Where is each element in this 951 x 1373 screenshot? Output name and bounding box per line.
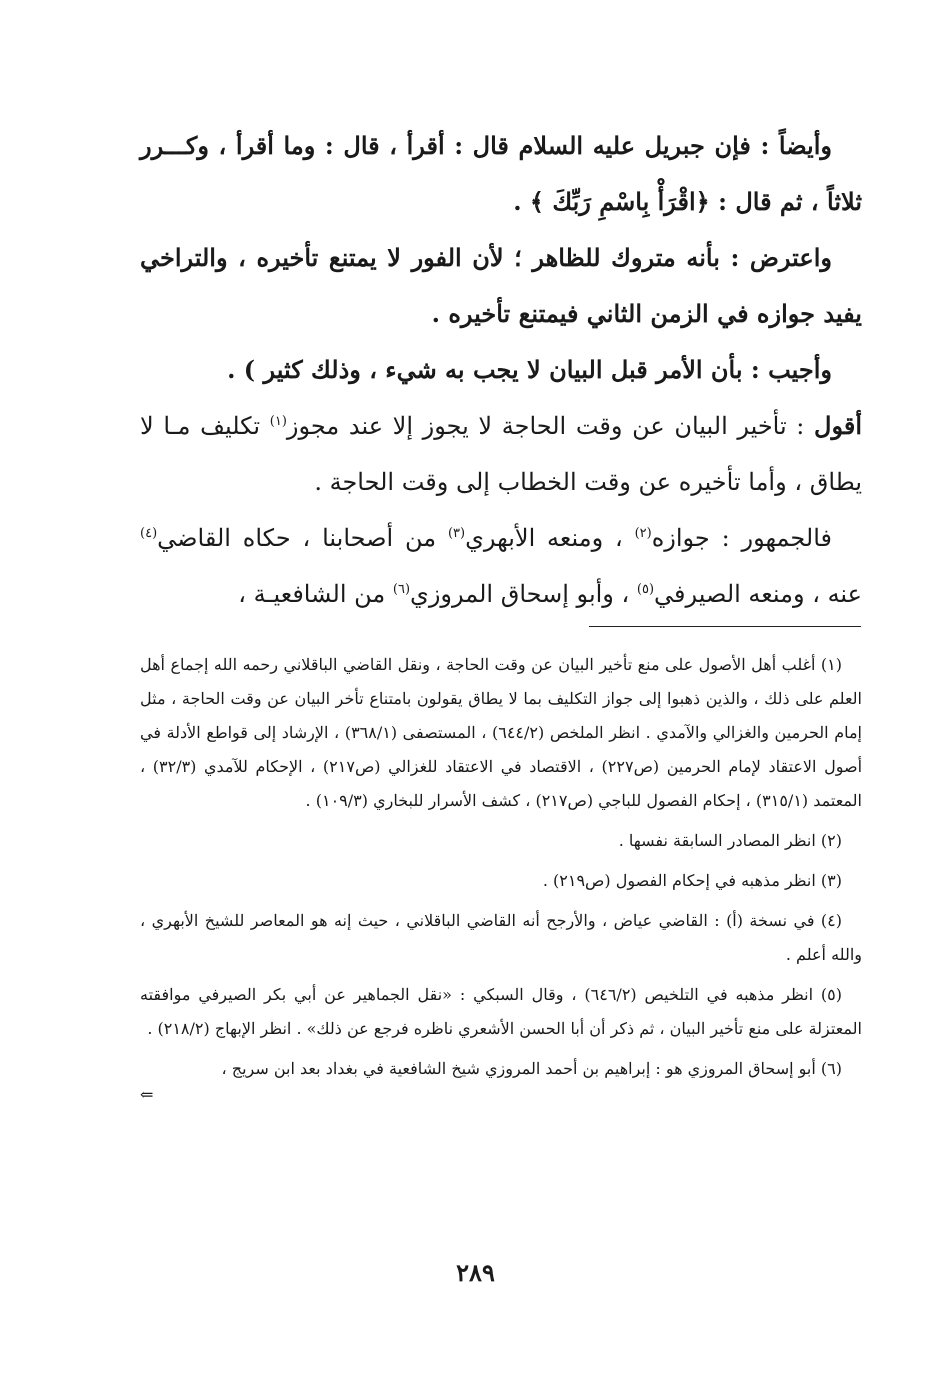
footnote-4: (٤) في نسخة (أ) : القاضي عياض ، والأرجح أنه القاضي الباقلاني ، حيث إنه هو المعاصر للشيخ الأبهري ، والله أعلم .	[140, 911, 862, 964]
paragraph-2: واعترض : بأنه متروك للظاهر ؛ لأن الفور لا يمتنع تأخيره ، والتراخي يفيد جوازه في الزمن الثاني فيمتنع تأخيره .	[140, 243, 862, 328]
footnote-separator	[589, 626, 861, 627]
footnote-ref-6: (٦)	[392, 582, 411, 597]
paragraph-4-lead: أقول	[814, 411, 862, 440]
footnote-ref-3: (٣)	[447, 526, 466, 541]
paragraph-3: وأجيب : بأن الأمر قبل البيان لا يجب به شيء ، وذلك كثير ) .	[227, 355, 832, 384]
paragraph-5-text-b: ، ومنعه الأبهري	[465, 524, 635, 552]
paragraph-5-text-c: من أصحابنا ، حكاه القاضي	[157, 524, 448, 552]
footnote-3: (٣) انظر مذهبه في إحكام الفصول (ص٢١٩) .	[542, 871, 842, 890]
paragraph-5-text-a: فالجمهور : جوازه	[651, 524, 832, 552]
paragraph-1: وأيضاً : فإن جبريل عليه السلام قال : أقرأ ، قال : وما أقرأ ، وكـــرر ثلاثاً ، ثم قال : ﴿اقْرَأْ بِاسْمِ رَبِّكَ ﴾ .	[140, 131, 862, 216]
footnote-ref-5: (٥)	[636, 582, 655, 597]
footnote-5: (٥) انظر مذهبه في التلخيص (٦٤٦/٢) ، وقال السبكي : «نقل الجماهير عن أبي بكر الصيرفي موافقته المعتزلة على منع تأخير البيان ، ثم ذكر أن أبا الحسن الأشعري ناظره فرجع عن ذلك» . انظر الإبهاج (٢١٨/٢) .	[140, 985, 862, 1038]
paragraph-4-text-b: تكليف مـا لا يطاق ، وأما تأخيره عن وقت الخطاب إلى وقت الحاجة .	[140, 412, 862, 496]
paragraph-5-text-e: ، وأبو إسحاق المروزي	[410, 580, 637, 608]
paragraph-5	[140, 510, 862, 622]
footnote-6: (٦) أبو إسحاق المروزي هو : إبراهيم بن أحمد المروزي شيخ الشافعية في بغداد بعد ابن سريج ،	[221, 1059, 842, 1078]
footnote-2: (٢) انظر المصادر السابقة نفسها .	[618, 831, 842, 850]
paragraph-5-text-d: عنه ، ومنعه الصيرفي	[654, 580, 862, 608]
paragraph-4	[140, 398, 862, 510]
footnotes	[140, 648, 863, 1104]
page-number: ٢٨٩	[456, 1258, 495, 1287]
footnote-ref-4: (٤)	[140, 526, 158, 541]
paragraph-4-text-a: : تأخير البيان عن وقت الحاجة لا يجوز إلا عند مجوز	[286, 412, 815, 440]
main-text	[140, 118, 862, 622]
footnote-1: (١) أغلب أهل الأصول على منع تأخير البيان عن وقت الحاجة ، ونقل القاضي الباقلاني رحمه الله إجماع أهل العلم على ذلك ، والذين ذهبوا إلى جواز التكليف بما لا يطاق يقولون بامتناع تأخر البيان عن وقت الحاجة ، مثل إمام الحرمين والغزالي والآمدي . انظر الملخص (٦٤٤/٢) ، المستصفى (٣٦٨/١) ، الإرشاد إلى قواطع الأدلة في أصول الاعتقاد لإمام الحرمين (ص٢٢٧) ، الاقتصاد في الاعتقاد للغزالي (ص٢١٧) ، الإحكام للآمدي (٣٢/٣) ، المعتمد (٣١٥/١) ، إحكام الفصول للباجي (ص٢١٧) ، كشف الأسرار للبخاري (١٠٩/٣) .	[140, 655, 863, 810]
footnote-ref-2: (٢)	[634, 526, 652, 541]
footnote-ref-1: (١)	[269, 414, 287, 429]
paragraph-5-text-f: من الشافعيـة ،	[238, 580, 393, 608]
continue-arrow-icon: ⇐	[140, 1085, 154, 1104]
